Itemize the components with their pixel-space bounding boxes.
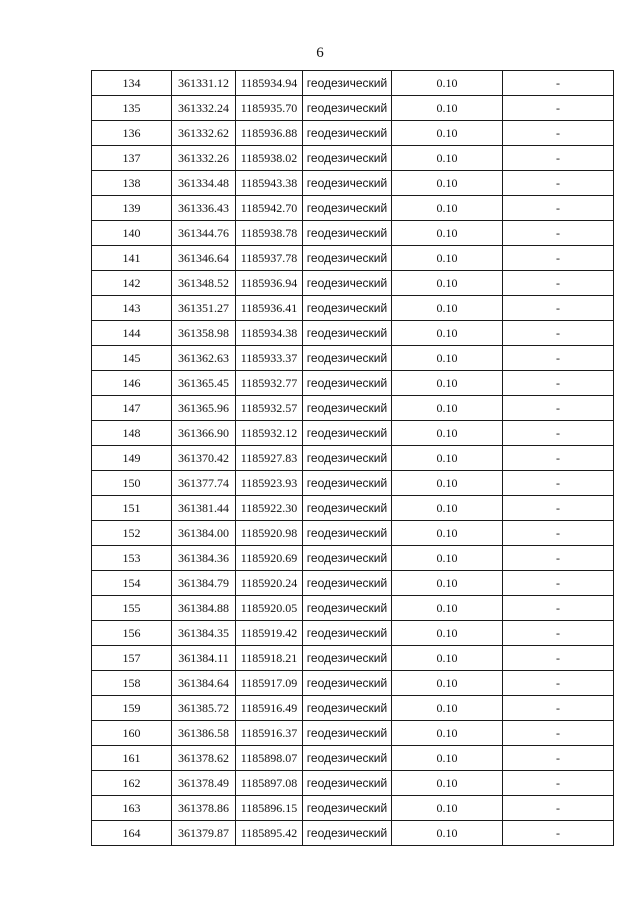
- y-coordinate-cell: 1185932.77: [236, 371, 303, 396]
- note-cell: -: [503, 96, 614, 121]
- note-cell: -: [503, 171, 614, 196]
- x-coordinate-cell: 361381.44: [172, 496, 236, 521]
- point-number-cell: 141: [92, 246, 172, 271]
- accuracy-cell: 0.10: [392, 196, 503, 221]
- x-coordinate-cell: 361378.86: [172, 796, 236, 821]
- table-row: [92, 271, 614, 296]
- point-number-cell: 149: [92, 446, 172, 471]
- method-cell: геодезический: [303, 496, 392, 521]
- table-row: [92, 821, 614, 846]
- point-number-cell: 142: [92, 271, 172, 296]
- method-cell: геодезический: [303, 121, 392, 146]
- x-coordinate-cell: 361365.45: [172, 371, 236, 396]
- y-coordinate-cell: 1185920.05: [236, 596, 303, 621]
- x-coordinate-cell: 361379.87: [172, 821, 236, 846]
- y-coordinate-cell: 1185933.37: [236, 346, 303, 371]
- method-cell: геодезический: [303, 546, 392, 571]
- x-coordinate-cell: 361378.62: [172, 746, 236, 771]
- x-coordinate-cell: 361332.24: [172, 96, 236, 121]
- y-coordinate-cell: 1185938.02: [236, 146, 303, 171]
- method-cell: геодезический: [303, 371, 392, 396]
- x-coordinate-cell: 361384.36: [172, 546, 236, 571]
- table-row: [92, 596, 614, 621]
- accuracy-cell: 0.10: [392, 646, 503, 671]
- table-row: [92, 321, 614, 346]
- accuracy-cell: 0.10: [392, 146, 503, 171]
- point-number-cell: 155: [92, 596, 172, 621]
- table-row: [92, 796, 614, 821]
- point-number-cell: 137: [92, 146, 172, 171]
- method-cell: геодезический: [303, 71, 392, 96]
- point-number-cell: 134: [92, 71, 172, 96]
- x-coordinate-cell: 361384.64: [172, 671, 236, 696]
- accuracy-cell: 0.10: [392, 546, 503, 571]
- accuracy-cell: 0.10: [392, 596, 503, 621]
- accuracy-cell: 0.10: [392, 346, 503, 371]
- table-row: [92, 371, 614, 396]
- table-row: [92, 746, 614, 771]
- y-coordinate-cell: 1185920.24: [236, 571, 303, 596]
- table-row: [92, 471, 614, 496]
- x-coordinate-cell: 361378.49: [172, 771, 236, 796]
- point-number-cell: 158: [92, 671, 172, 696]
- y-coordinate-cell: 1185943.38: [236, 171, 303, 196]
- method-cell: геодезический: [303, 596, 392, 621]
- x-coordinate-cell: 361366.90: [172, 421, 236, 446]
- y-coordinate-cell: 1185935.70: [236, 96, 303, 121]
- accuracy-cell: 0.10: [392, 296, 503, 321]
- point-number-cell: 145: [92, 346, 172, 371]
- table-row: [92, 71, 614, 96]
- note-cell: -: [503, 746, 614, 771]
- table-row: [92, 246, 614, 271]
- table-row: [92, 671, 614, 696]
- point-number-cell: 152: [92, 521, 172, 546]
- x-coordinate-cell: 361362.63: [172, 346, 236, 371]
- table-row: [92, 646, 614, 671]
- method-cell: геодезический: [303, 621, 392, 646]
- table-row: [92, 521, 614, 546]
- table-row: [92, 396, 614, 421]
- note-cell: -: [503, 646, 614, 671]
- y-coordinate-cell: 1185932.57: [236, 396, 303, 421]
- x-coordinate-cell: 361358.98: [172, 321, 236, 346]
- x-coordinate-cell: 361346.64: [172, 246, 236, 271]
- note-cell: -: [503, 196, 614, 221]
- method-cell: геодезический: [303, 646, 392, 671]
- table-row: [92, 421, 614, 446]
- accuracy-cell: 0.10: [392, 771, 503, 796]
- note-cell: -: [503, 821, 614, 846]
- point-number-cell: 153: [92, 546, 172, 571]
- y-coordinate-cell: 1185898.07: [236, 746, 303, 771]
- point-number-cell: 161: [92, 746, 172, 771]
- note-cell: -: [503, 121, 614, 146]
- table-row: [92, 446, 614, 471]
- method-cell: геодезический: [303, 471, 392, 496]
- y-coordinate-cell: 1185923.93: [236, 471, 303, 496]
- y-coordinate-cell: 1185934.94: [236, 71, 303, 96]
- coordinates-table-body: [92, 71, 614, 846]
- accuracy-cell: 0.10: [392, 696, 503, 721]
- x-coordinate-cell: 361334.48: [172, 171, 236, 196]
- y-coordinate-cell: 1185897.08: [236, 771, 303, 796]
- method-cell: геодезический: [303, 771, 392, 796]
- method-cell: геодезический: [303, 696, 392, 721]
- accuracy-cell: 0.10: [392, 521, 503, 546]
- note-cell: -: [503, 396, 614, 421]
- y-coordinate-cell: 1185936.94: [236, 271, 303, 296]
- y-coordinate-cell: 1185920.69: [236, 546, 303, 571]
- note-cell: -: [503, 296, 614, 321]
- note-cell: -: [503, 771, 614, 796]
- x-coordinate-cell: 361377.74: [172, 471, 236, 496]
- x-coordinate-cell: 361351.27: [172, 296, 236, 321]
- method-cell: геодезический: [303, 721, 392, 746]
- accuracy-cell: 0.10: [392, 821, 503, 846]
- note-cell: -: [503, 146, 614, 171]
- y-coordinate-cell: 1185942.70: [236, 196, 303, 221]
- point-number-cell: 138: [92, 171, 172, 196]
- method-cell: геодезический: [303, 396, 392, 421]
- point-number-cell: 135: [92, 96, 172, 121]
- accuracy-cell: 0.10: [392, 721, 503, 746]
- point-number-cell: 164: [92, 821, 172, 846]
- method-cell: геодезический: [303, 146, 392, 171]
- accuracy-cell: 0.10: [392, 621, 503, 646]
- coordinates-table: [91, 70, 614, 846]
- x-coordinate-cell: 361384.79: [172, 571, 236, 596]
- method-cell: геодезический: [303, 196, 392, 221]
- method-cell: геодезический: [303, 246, 392, 271]
- method-cell: геодезический: [303, 221, 392, 246]
- method-cell: геодезический: [303, 346, 392, 371]
- note-cell: -: [503, 471, 614, 496]
- y-coordinate-cell: 1185922.30: [236, 496, 303, 521]
- note-cell: -: [503, 796, 614, 821]
- note-cell: -: [503, 271, 614, 296]
- note-cell: -: [503, 371, 614, 396]
- y-coordinate-cell: 1185932.12: [236, 421, 303, 446]
- x-coordinate-cell: 361384.35: [172, 621, 236, 646]
- accuracy-cell: 0.10: [392, 671, 503, 696]
- accuracy-cell: 0.10: [392, 396, 503, 421]
- note-cell: -: [503, 221, 614, 246]
- y-coordinate-cell: 1185927.83: [236, 446, 303, 471]
- x-coordinate-cell: 361365.96: [172, 396, 236, 421]
- accuracy-cell: 0.10: [392, 421, 503, 446]
- table-row: [92, 571, 614, 596]
- x-coordinate-cell: 361331.12: [172, 71, 236, 96]
- accuracy-cell: 0.10: [392, 371, 503, 396]
- table-row: [92, 721, 614, 746]
- point-number-cell: 139: [92, 196, 172, 221]
- x-coordinate-cell: 361348.52: [172, 271, 236, 296]
- point-number-cell: 159: [92, 696, 172, 721]
- point-number-cell: 150: [92, 471, 172, 496]
- note-cell: -: [503, 671, 614, 696]
- point-number-cell: 144: [92, 321, 172, 346]
- point-number-cell: 143: [92, 296, 172, 321]
- point-number-cell: 147: [92, 396, 172, 421]
- x-coordinate-cell: 361384.00: [172, 521, 236, 546]
- page-number: 6: [316, 45, 324, 61]
- x-coordinate-cell: 361385.72: [172, 696, 236, 721]
- method-cell: геодезический: [303, 271, 392, 296]
- method-cell: геодезический: [303, 671, 392, 696]
- note-cell: -: [503, 496, 614, 521]
- note-cell: -: [503, 571, 614, 596]
- accuracy-cell: 0.10: [392, 496, 503, 521]
- method-cell: геодезический: [303, 171, 392, 196]
- accuracy-cell: 0.10: [392, 96, 503, 121]
- x-coordinate-cell: 361384.88: [172, 596, 236, 621]
- point-number-cell: 148: [92, 421, 172, 446]
- method-cell: геодезический: [303, 321, 392, 346]
- table-row: [92, 296, 614, 321]
- point-number-cell: 157: [92, 646, 172, 671]
- note-cell: -: [503, 71, 614, 96]
- y-coordinate-cell: 1185918.21: [236, 646, 303, 671]
- y-coordinate-cell: 1185937.78: [236, 246, 303, 271]
- accuracy-cell: 0.10: [392, 71, 503, 96]
- note-cell: -: [503, 696, 614, 721]
- method-cell: геодезический: [303, 96, 392, 121]
- method-cell: геодезический: [303, 446, 392, 471]
- table-row: [92, 546, 614, 571]
- accuracy-cell: 0.10: [392, 471, 503, 496]
- table-row: [92, 96, 614, 121]
- y-coordinate-cell: 1185938.78: [236, 221, 303, 246]
- table-row: [92, 196, 614, 221]
- note-cell: -: [503, 721, 614, 746]
- y-coordinate-cell: 1185936.41: [236, 296, 303, 321]
- note-cell: -: [503, 346, 614, 371]
- table-row: [92, 496, 614, 521]
- point-number-cell: 136: [92, 121, 172, 146]
- table-row: [92, 346, 614, 371]
- accuracy-cell: 0.10: [392, 121, 503, 146]
- y-coordinate-cell: 1185934.38: [236, 321, 303, 346]
- x-coordinate-cell: 361384.11: [172, 646, 236, 671]
- note-cell: -: [503, 446, 614, 471]
- table-row: [92, 146, 614, 171]
- y-coordinate-cell: 1185916.37: [236, 721, 303, 746]
- point-number-cell: 160: [92, 721, 172, 746]
- x-coordinate-cell: 361332.62: [172, 121, 236, 146]
- table-row: [92, 696, 614, 721]
- note-cell: -: [503, 246, 614, 271]
- y-coordinate-cell: 1185917.09: [236, 671, 303, 696]
- method-cell: геодезический: [303, 746, 392, 771]
- x-coordinate-cell: 361370.42: [172, 446, 236, 471]
- point-number-cell: 151: [92, 496, 172, 521]
- y-coordinate-cell: 1185936.88: [236, 121, 303, 146]
- y-coordinate-cell: 1185920.98: [236, 521, 303, 546]
- accuracy-cell: 0.10: [392, 171, 503, 196]
- table-row: [92, 621, 614, 646]
- accuracy-cell: 0.10: [392, 321, 503, 346]
- method-cell: геодезический: [303, 796, 392, 821]
- method-cell: геодезический: [303, 571, 392, 596]
- point-number-cell: 146: [92, 371, 172, 396]
- y-coordinate-cell: 1185919.42: [236, 621, 303, 646]
- note-cell: -: [503, 546, 614, 571]
- y-coordinate-cell: 1185895.42: [236, 821, 303, 846]
- x-coordinate-cell: 361336.43: [172, 196, 236, 221]
- accuracy-cell: 0.10: [392, 246, 503, 271]
- point-number-cell: 156: [92, 621, 172, 646]
- accuracy-cell: 0.10: [392, 271, 503, 296]
- x-coordinate-cell: 361332.26: [172, 146, 236, 171]
- note-cell: -: [503, 521, 614, 546]
- note-cell: -: [503, 621, 614, 646]
- accuracy-cell: 0.10: [392, 571, 503, 596]
- y-coordinate-cell: 1185896.15: [236, 796, 303, 821]
- point-number-cell: 163: [92, 796, 172, 821]
- table-row: [92, 221, 614, 246]
- accuracy-cell: 0.10: [392, 221, 503, 246]
- table-row: [92, 121, 614, 146]
- method-cell: геодезический: [303, 521, 392, 546]
- x-coordinate-cell: 361386.58: [172, 721, 236, 746]
- accuracy-cell: 0.10: [392, 446, 503, 471]
- note-cell: -: [503, 421, 614, 446]
- method-cell: геодезический: [303, 821, 392, 846]
- note-cell: -: [503, 596, 614, 621]
- table-row: [92, 771, 614, 796]
- accuracy-cell: 0.10: [392, 796, 503, 821]
- y-coordinate-cell: 1185916.49: [236, 696, 303, 721]
- table-row: [92, 171, 614, 196]
- method-cell: геодезический: [303, 296, 392, 321]
- point-number-cell: 162: [92, 771, 172, 796]
- x-coordinate-cell: 361344.76: [172, 221, 236, 246]
- note-cell: -: [503, 321, 614, 346]
- accuracy-cell: 0.10: [392, 746, 503, 771]
- method-cell: геодезический: [303, 421, 392, 446]
- point-number-cell: 140: [92, 221, 172, 246]
- point-number-cell: 154: [92, 571, 172, 596]
